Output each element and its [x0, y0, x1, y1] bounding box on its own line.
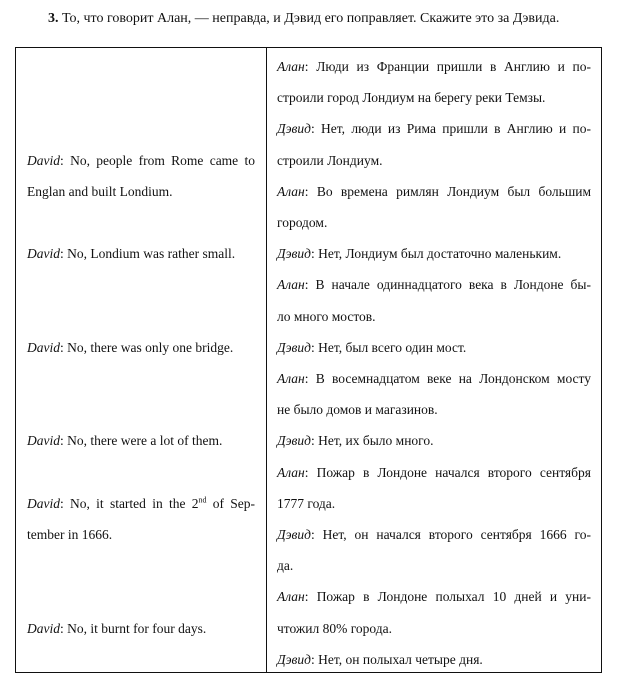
dialogue-line: да. [277, 558, 294, 574]
david-line: David: No, people from Rome came to [27, 152, 255, 168]
dialogue-line: 1777 года. [277, 495, 336, 511]
speaker-name: David [27, 339, 60, 355]
dialogue-line: строили Лондиум. [277, 152, 383, 168]
speaker-name: David [27, 620, 60, 636]
dialogue-line: ло много мостов. [277, 308, 376, 324]
dialogue-line: Дэвид: Нет, был всего один мост. [277, 339, 467, 355]
speaker-name: Дэвид [277, 121, 311, 137]
ordinal-suffix: nd [198, 495, 207, 505]
speaker-name: Алан [277, 464, 305, 480]
speaker-name: Алан [277, 183, 305, 199]
dialogue-line: Алан: Во времена римлян Лондиум был большим [277, 183, 591, 199]
dialogue-line: городом. [277, 215, 328, 230]
exercise-number: 3. [48, 11, 59, 26]
david-line: Englan and built Londium. [27, 183, 173, 199]
exercise-instruction: То, что говорит Алан, — неправда, и Дэвид его поправляет. Скажите это за Дэвида. [58, 11, 560, 26]
dialogue-line: Дэвид: Нет, он начался второго сентября 1666 го- [277, 527, 591, 542]
speaker-name: Дэвид [277, 433, 311, 449]
david-line: David: No, there were a lot of them. [27, 433, 223, 449]
dialogue-line: Дэвид: Нет, их было много. [277, 433, 434, 449]
dialogue-line: Дэвид: Нет, он полыхал четыре дня. [277, 651, 483, 667]
speaker-name: David [27, 433, 60, 449]
dialogue-line: не было домов и магазинов. [277, 402, 438, 418]
speaker-name: Дэвид [277, 339, 311, 355]
speaker-name: Алан [277, 59, 305, 74]
dialogue-line: Дэвид: Нет, Лондиум был достаточно маленьким. [277, 246, 562, 262]
dialogue-line: чтожил 80% города. [277, 620, 393, 636]
david-line: David: No, Londium was rather small. [27, 246, 236, 262]
speaker-name: Алан [277, 277, 305, 293]
david-line: tember in 1666. [27, 527, 113, 542]
speaker-name: Алан [277, 371, 305, 386]
speaker-name: Дэвид [277, 246, 311, 262]
dialogue-table [15, 47, 602, 673]
dialogue-line: Алан: В восемнадцатом веке на Лондонском мосту [277, 371, 591, 386]
david-line: David: No, there was only one bridge. [27, 339, 234, 355]
dialogue-line: строили город Лондиум на берегу реки Темзы. [277, 90, 546, 106]
speaker-name: David [27, 495, 60, 511]
column-divider [266, 48, 267, 672]
exercise-title [48, 11, 559, 27]
david-line: David: No, it started in the 2nd of Sep- [27, 495, 255, 511]
david-line: David: No, it burnt for four days. [27, 620, 207, 636]
dialogue-line: Алан: Люди из Франции пришли в Англию и по- [277, 59, 591, 74]
dialogue-line: Алан: Пожар в Лондоне начался второго сентября [277, 464, 591, 480]
speaker-name: David [27, 152, 60, 168]
dialogue-line: Алан: Пожар в Лондоне полыхал 10 дней и уни- [277, 589, 591, 605]
dialogue-line: Дэвид: Нет, люди из Рима пришли в Англию и по- [277, 121, 591, 137]
speaker-name: Дэвид [277, 651, 311, 667]
dialogue-line: Алан: В начале одиннадцатого века в Лондоне бы- [277, 277, 591, 293]
speaker-name: David [27, 246, 60, 262]
speaker-name: Алан [277, 589, 305, 605]
speaker-name: Дэвид [277, 527, 311, 542]
